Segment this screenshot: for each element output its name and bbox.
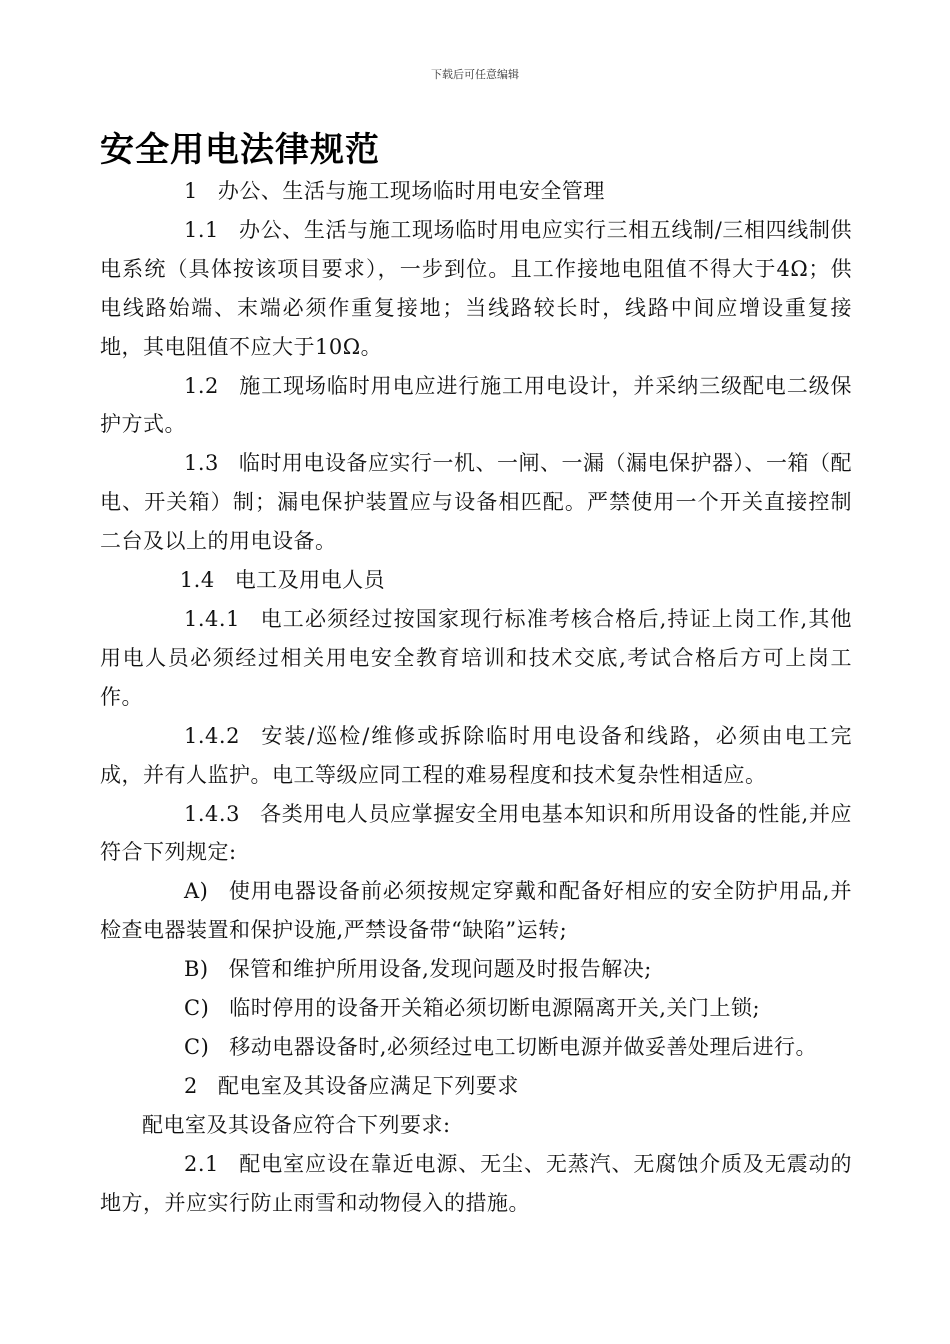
document-body [100,172,852,1222]
paragraph [100,795,852,873]
paragraph-text: 电工及用电人员 [234,568,386,593]
paragraph-number: C) [184,1034,210,1059]
paragraph [100,872,852,950]
paragraph [100,600,852,717]
paragraph-number: 1.2 [184,373,219,398]
paragraph-text: 安装/巡检/维修或拆除临时用电设备和线路，必须由电工完成，并有人监护。电工等级应同工程的难易程度和技术复杂性相适应。 [100,723,852,787]
paragraph-number: B) [184,957,209,982]
paragraph-number: 1.3 [184,451,219,476]
paragraph [100,172,852,211]
paragraph [100,1106,852,1145]
document-title: 安全用电法律规范 [100,130,380,170]
paragraph-text: 临时停用的设备开关箱必须切断电源隔离开关,关门上锁; [229,996,761,1021]
paragraph [100,367,852,445]
paragraph-text: 办公、生活与施工现场临时用电安全管理 [217,179,605,203]
paragraph-number: 1.4.3 [184,801,240,826]
paragraph-text: 配电室及其设备应符合下列要求: [142,1112,451,1137]
paragraph-text: 各类用电人员应掌握安全用电基本知识和所用设备的性能,并应符合下列规定: [100,801,852,865]
header-note: 下载后可任意编辑 [431,68,519,81]
paragraph-text: 电工必须经过按国家现行标准考核合格后,持证上岗工作,其他用电人员必须经过相关用电安全教育培训和技术交底,考试合格后方可上岗工作。 [100,606,852,709]
paragraph [100,989,852,1028]
paragraph-text: 使用电器设备前必须按规定穿戴和配备好相应的安全防护用品,并检查电器装置和保护设施,严禁设备带“缺陷”运转; [100,879,852,943]
paragraph-number: 2 [184,1073,198,1098]
paragraph [100,561,852,600]
paragraph-text: 保管和维护所用设备,发现问题及时报告解决; [228,957,652,982]
paragraph-text: 配电室应设在靠近电源、无尘、无蒸汽、无腐蚀介质及无震动的地方，并应实行防止雨雪和动物侵入的措施。 [100,1151,852,1215]
paragraph-number: 1.4 [179,568,215,593]
paragraph-number: 1.1 [184,217,219,242]
paragraph-number: C) [184,996,210,1021]
paragraph [100,1145,852,1223]
paragraph [100,1067,852,1106]
paragraph-text: 移动电器设备时,必须经过电工切断电源并做妥善处理后进行。 [229,1034,817,1059]
paragraph-text: 办公、生活与施工现场临时用电应实行三相五线制/三相四线制供电系统（具体按该项目要求），一步到位。且工作接地电阻值不得大于4Ω；供电线路始端、末端必须作重复接地；当线路较长时，线路中间应增设重复接地，其电阻值不应大于10Ω。 [100,217,852,359]
paragraph-number: 1.4.1 [184,606,240,631]
paragraph [100,950,852,989]
paragraph-text: 临时用电设备应实行一机、一闸、一漏（漏电保护器）、一箱（配电、开关箱）制；漏电保护装置应与设备相匹配。严禁使用一个开关直接控制二台及以上的用电设备。 [100,451,852,554]
paragraph-number: 1 [184,179,198,203]
paragraph-number: A) [184,879,209,904]
paragraph-number: 2.1 [184,1151,219,1176]
paragraph [100,1028,852,1067]
paragraph-text: 施工现场临时用电应进行施工用电设计，并采纳三级配电二级保护方式。 [100,373,852,437]
paragraph [100,717,852,795]
paragraph [100,211,852,367]
paragraph-text: 配电室及其设备应满足下列要求 [217,1073,519,1098]
paragraph-number: 1.4.2 [184,723,240,748]
paragraph [100,444,852,561]
